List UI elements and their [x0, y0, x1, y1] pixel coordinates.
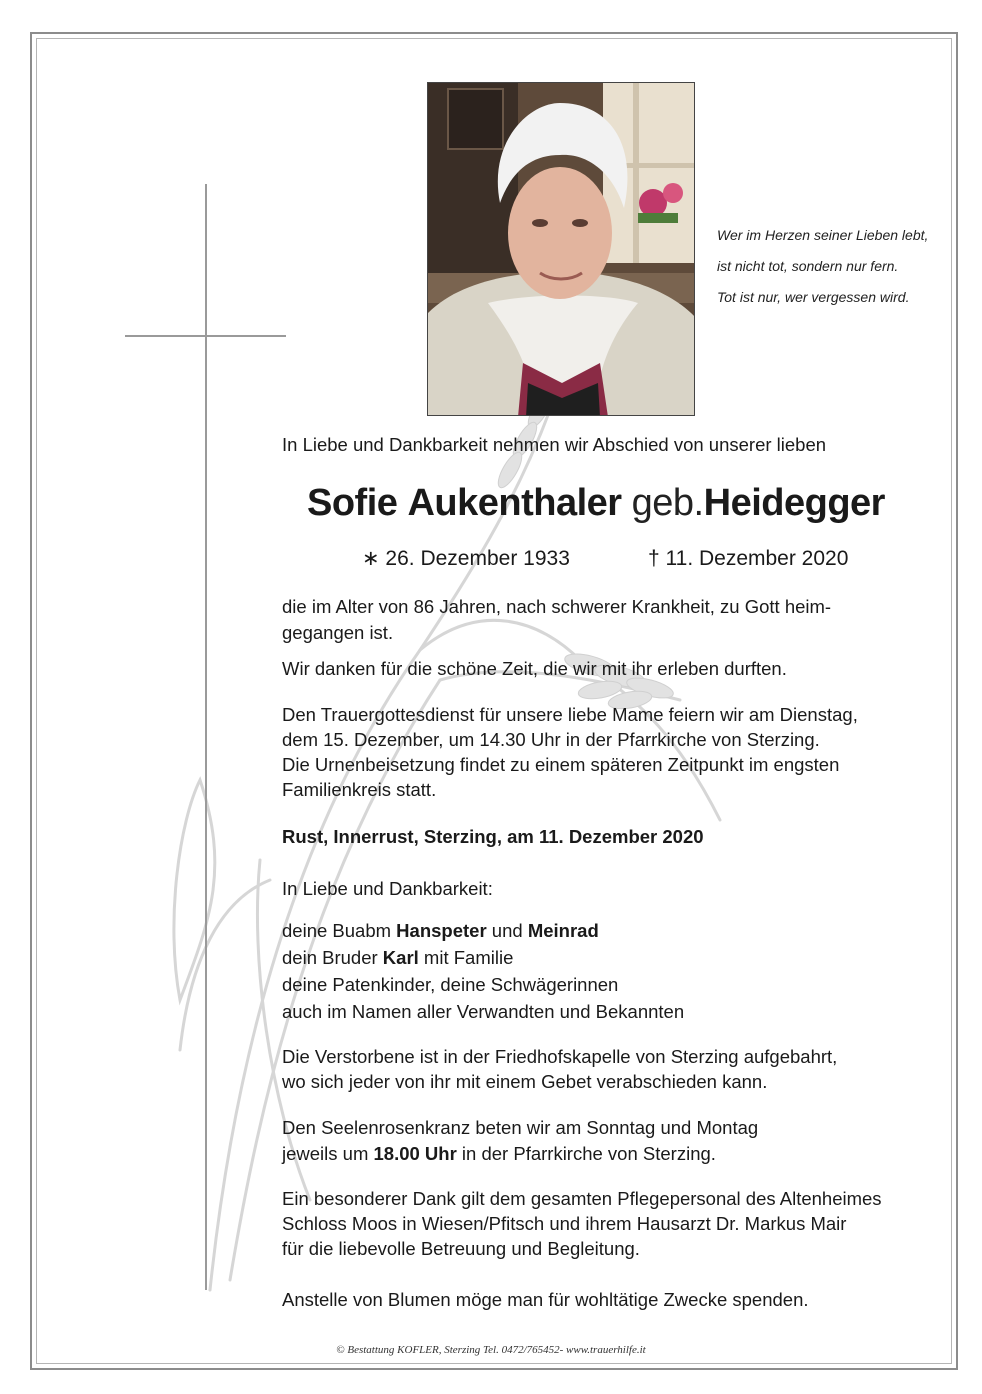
birth-date: ∗ 26. Dezember 1933	[362, 547, 570, 570]
quote-line-2: ist nicht tot, sondern nur fern.	[717, 258, 899, 274]
paragraph-1-line-1: die im Alter von 86 Jahren, nach schwerer Krankheit, zu Gott heim-	[282, 596, 832, 617]
cross-vertical-bar	[205, 184, 207, 1290]
thanks-intro: In Liebe und Dankbarkeit:	[282, 878, 493, 899]
last-name: Aukenthaler	[407, 482, 622, 524]
paragraph-1-line-2: gegangen ist.	[282, 622, 394, 643]
family-line-3: deine Patenkinder, deine Schwägerinnen	[282, 974, 619, 995]
quote-line-1: Wer im Herzen seiner Lieben lebt,	[717, 227, 929, 243]
paragraph-6-line-3: für die liebevolle Betreuung und Begleitung.	[282, 1238, 640, 1259]
family-line-2	[282, 945, 513, 971]
family-line-1-a: deine Buabm	[282, 920, 397, 941]
quote-line-3: Tot ist nur, wer vergessen wird.	[717, 289, 910, 305]
family-line-2-c: mit Familie	[418, 947, 514, 968]
family-line-1	[282, 918, 599, 944]
portrait-image-icon	[428, 83, 695, 416]
paragraph-3-line-2: dem 15. Dezember, um 14.30 Uhr in der Pfarrkirche von Sterzing.	[282, 729, 820, 750]
first-name: Sofie	[307, 482, 398, 524]
death-date: † 11. Dezember 2020	[648, 547, 849, 570]
deceased-name	[307, 480, 885, 526]
intro-text: In Liebe und Dankbarkeit nehmen wir Abschied von unserer lieben	[282, 434, 827, 455]
paragraph-3-line-1: Den Trauergottesdienst für unsere liebe Mame feiern wir am Dienstag,	[282, 704, 858, 725]
geb-label: geb.	[631, 482, 704, 524]
memorial-quote	[717, 220, 957, 313]
cross-horizontal-bar	[125, 335, 286, 337]
family-line-1-c: und	[486, 920, 528, 941]
paragraph-4-line-2: wo sich jeder von ihr mit einem Gebet verabschieden kann.	[282, 1071, 768, 1092]
paragraph-3-line-4: Familienkreis statt.	[282, 779, 437, 800]
brother-name: Karl	[382, 947, 419, 968]
place-and-date: Rust, Innerrust, Sterzing, am 11. Dezember 2020	[282, 826, 704, 847]
paragraph-6-line-1: Ein besonderer Dank gilt dem gesamten Pflegepersonal des Altenheimes	[282, 1188, 882, 1209]
rosary-time: 18.00 Uhr	[373, 1143, 457, 1164]
paragraph-2: Wir danken für die schöne Zeit, die wir mit ihr erleben durften.	[282, 658, 787, 679]
paragraph-5-line-2-c: in der Pfarrkirche von Sterzing.	[456, 1143, 716, 1164]
paragraph-6-line-2: Schloss Moos in Wiesen/Pfitsch und ihrem Hausarzt Dr. Markus Mair	[282, 1213, 847, 1234]
paragraph-5-line-1: Den Seelenrosenkranz beten wir am Sonntag und Montag	[282, 1117, 759, 1138]
family-line-2-a: dein Bruder	[282, 947, 383, 968]
paragraph-3-line-3: Die Urnenbeisetzung findet zu einem späteren Zeitpunkt im engsten	[282, 754, 840, 775]
paragraph-7: Anstelle von Blumen möge man für wohltätige Zwecke spenden.	[282, 1289, 809, 1310]
maiden-name: Heidegger	[703, 482, 885, 524]
son-name-2: Meinrad	[527, 920, 599, 941]
paragraph-5-line-2-a: jeweils um	[282, 1143, 374, 1164]
footer-credit: © Bestattung KOFLER, Sterzing Tel. 0472/765452- www.trauerhilfe.it	[336, 1344, 646, 1356]
son-name-1: Hanspeter	[396, 920, 487, 941]
paragraph-4-line-1: Die Verstorbene ist in der Friedhofskapelle von Sterzing aufgebahrt,	[282, 1046, 838, 1067]
family-line-4: auch im Namen aller Verwandten und Bekannten	[282, 1001, 685, 1022]
portrait-photo	[427, 82, 695, 416]
paragraph-5-line-2	[282, 1141, 716, 1167]
